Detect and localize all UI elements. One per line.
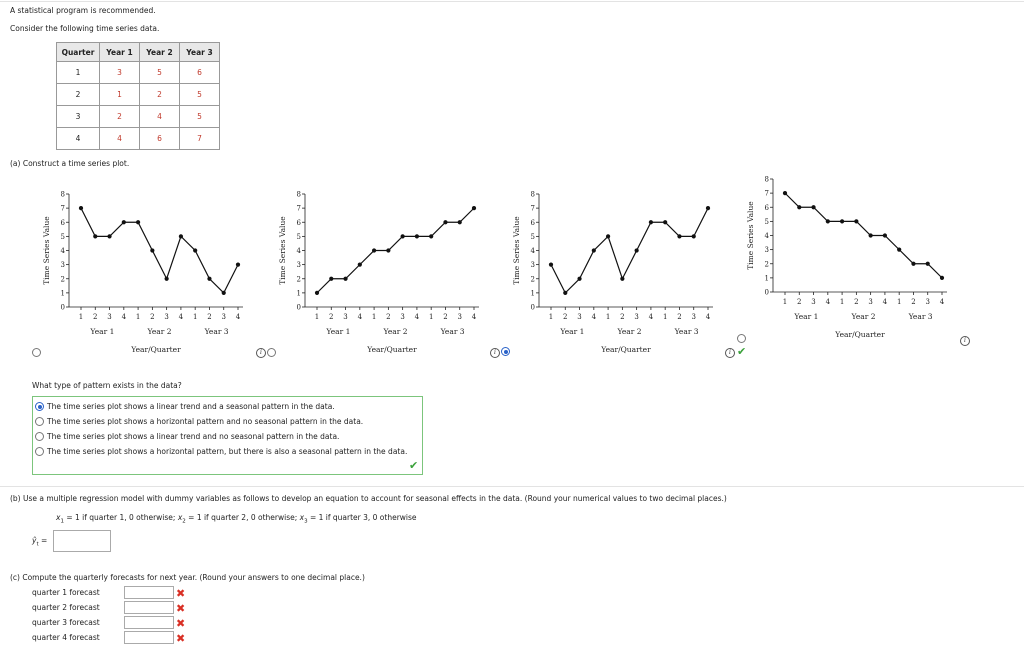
data-point bbox=[236, 263, 240, 267]
x-tick-label: 1 bbox=[314, 313, 320, 321]
time-series-plot-option-1 bbox=[40, 186, 250, 358]
data-point bbox=[179, 234, 183, 238]
wrong-x-icon: ✖ bbox=[176, 617, 186, 630]
data-point bbox=[854, 219, 858, 223]
year-label: Year 2 bbox=[617, 327, 642, 336]
data-point bbox=[79, 206, 83, 210]
wrong-x-icon: ✖ bbox=[176, 602, 186, 615]
data-point bbox=[606, 234, 610, 238]
data-point bbox=[635, 248, 639, 252]
part-a-prompt: (a) Construct a time series plot. bbox=[10, 159, 130, 168]
table-row bbox=[57, 106, 220, 128]
time-series-plot-option-2 bbox=[276, 186, 486, 358]
y-tick-label: 8 bbox=[296, 190, 301, 199]
y-tick-label: 6 bbox=[530, 218, 535, 227]
table-header: Year 3 bbox=[180, 43, 220, 62]
data-point bbox=[940, 276, 944, 280]
table-row bbox=[57, 62, 220, 84]
data-point bbox=[429, 234, 433, 238]
table-cell: 1 bbox=[57, 62, 100, 84]
x-tick-label: 2 bbox=[443, 313, 448, 321]
data-point bbox=[343, 277, 347, 281]
y-tick-label: 1 bbox=[764, 274, 769, 283]
year-label: Year 3 bbox=[908, 312, 933, 321]
table-cell: 4 bbox=[100, 128, 140, 150]
y-tick-label: 0 bbox=[60, 303, 65, 312]
y-tick-label: 4 bbox=[764, 232, 769, 240]
data-point bbox=[869, 233, 873, 237]
table-cell: 3 bbox=[100, 62, 140, 84]
top-divider bbox=[0, 1, 1024, 2]
x-tick-label: 2 bbox=[93, 313, 98, 321]
x-tick-label: 4 bbox=[825, 298, 831, 306]
pattern-option-label[interactable]: The time series plot shows a linear trend and a seasonal pattern in the data. bbox=[47, 402, 335, 411]
x-tick-label: 1 bbox=[192, 313, 198, 321]
y-axis-label: Time Series Value bbox=[278, 216, 287, 285]
x-axis-label: Year/Quarter bbox=[601, 345, 651, 354]
y-tick-label: 3 bbox=[530, 261, 535, 270]
series-line bbox=[317, 208, 474, 293]
plot-option-2-radio[interactable] bbox=[267, 348, 276, 357]
y-tick-label: 8 bbox=[530, 190, 535, 199]
pattern-option-label[interactable]: The time series plot shows a horizontal pattern and no seasonal pattern in the data. bbox=[47, 417, 364, 426]
x-tick-label: 2 bbox=[797, 298, 802, 306]
data-point bbox=[207, 277, 211, 281]
x-tick-label: 2 bbox=[207, 313, 212, 321]
data-point bbox=[222, 291, 226, 295]
data-point bbox=[549, 263, 553, 267]
x-tick-label: 4 bbox=[882, 298, 888, 306]
x-tick-label: 2 bbox=[620, 313, 625, 321]
x-tick-label: 3 bbox=[400, 313, 405, 321]
y-tick-label: 0 bbox=[530, 303, 535, 312]
y-axis-label: Time Series Value bbox=[512, 216, 521, 285]
data-point bbox=[358, 263, 362, 267]
table-cell: 2 bbox=[100, 106, 140, 128]
y-tick-label: 2 bbox=[60, 275, 65, 284]
data-point bbox=[122, 220, 126, 224]
data-point bbox=[329, 277, 333, 281]
y-tick-label: 1 bbox=[296, 289, 301, 298]
x-tick-label: 3 bbox=[107, 313, 112, 321]
y-tick-label: 2 bbox=[296, 275, 301, 284]
x-tick-label: 4 bbox=[591, 313, 597, 321]
data-point bbox=[472, 206, 476, 210]
pattern-option-label[interactable]: The time series plot shows a linear trend and no seasonal pattern in the data. bbox=[47, 432, 340, 441]
y-tick-label: 4 bbox=[60, 247, 65, 255]
part-b-prompt: (b) Use a multiple regression model with dummy variables as follows to develop an equation to account for seasonal effects in the data. (Round your numerical values to two decimal places.) bbox=[10, 494, 727, 503]
pattern-option-1-radio[interactable] bbox=[35, 402, 44, 411]
data-point bbox=[840, 219, 844, 223]
x-tick-label: 3 bbox=[634, 313, 639, 321]
year-label: Year 1 bbox=[560, 327, 585, 336]
forecast-label: quarter 3 forecast bbox=[32, 618, 100, 627]
forecast-label: quarter 4 forecast bbox=[32, 633, 100, 642]
correct-check-icon: ✔ bbox=[737, 345, 747, 358]
data-point bbox=[883, 233, 887, 237]
x-tick-label: 2 bbox=[329, 313, 334, 321]
y-tick-label: 5 bbox=[530, 232, 535, 241]
part-c-prompt: (c) Compute the quarterly forecasts for next year. (Round your answers to one decimal place.) bbox=[10, 573, 365, 582]
y-tick-label: 0 bbox=[764, 288, 769, 297]
quarter-3-forecast-input[interactable] bbox=[124, 616, 174, 629]
y-tick-label: 7 bbox=[530, 204, 535, 213]
x-tick-label: 1 bbox=[78, 313, 84, 321]
data-point bbox=[443, 220, 447, 224]
x-tick-label: 2 bbox=[854, 298, 859, 306]
table-cell: 6 bbox=[140, 128, 180, 150]
data-point bbox=[458, 220, 462, 224]
data-point bbox=[315, 291, 319, 295]
forecast-label: quarter 1 forecast bbox=[32, 588, 100, 597]
x-axis-label: Year/Quarter bbox=[131, 345, 181, 354]
x-tick-label: 4 bbox=[235, 313, 241, 321]
y-tick-label: 1 bbox=[530, 289, 535, 298]
x-tick-label: 1 bbox=[662, 313, 668, 321]
plot-option-1-radio[interactable] bbox=[32, 348, 41, 357]
year-label: Year 2 bbox=[147, 327, 172, 336]
data-point bbox=[401, 234, 405, 238]
y-tick-label: 8 bbox=[60, 190, 65, 199]
y-tick-label: 2 bbox=[764, 260, 769, 269]
data-point bbox=[663, 220, 667, 224]
series-line bbox=[551, 208, 708, 293]
y-tick-label: 8 bbox=[764, 175, 769, 184]
year-label: Year 1 bbox=[794, 312, 819, 321]
yhat-label: $ŷ_t$ = bbox=[32, 536, 48, 548]
y-tick-label: 1 bbox=[60, 289, 65, 298]
x-tick-label: 1 bbox=[782, 298, 788, 306]
x-tick-label: 3 bbox=[457, 313, 462, 321]
x-tick-label: 3 bbox=[221, 313, 226, 321]
pattern-option-3-radio[interactable] bbox=[35, 432, 44, 441]
table-cell: 5 bbox=[180, 84, 220, 106]
y-tick-label: 6 bbox=[60, 218, 65, 227]
y-tick-label: 0 bbox=[296, 303, 301, 312]
data-point bbox=[620, 277, 624, 281]
plot-option-3-radio[interactable] bbox=[501, 347, 510, 356]
x-tick-label: 4 bbox=[357, 313, 363, 321]
plot-option-4-radio[interactable] bbox=[737, 334, 746, 343]
y-tick-label: 3 bbox=[60, 261, 65, 270]
quarter-4-forecast-input[interactable] bbox=[124, 631, 174, 644]
dummy-definitions bbox=[56, 513, 417, 525]
year-label: Year 3 bbox=[440, 327, 465, 336]
data-point bbox=[826, 219, 830, 223]
y-tick-label: 5 bbox=[296, 232, 301, 241]
x-tick-label: 2 bbox=[677, 313, 682, 321]
y-tick-label: 7 bbox=[60, 204, 65, 213]
data-point bbox=[165, 277, 169, 281]
x-tick-label: 4 bbox=[178, 313, 184, 321]
pattern-option-4-radio[interactable] bbox=[35, 447, 44, 456]
table-cell: 5 bbox=[180, 106, 220, 128]
time-series-plot-option-4 bbox=[744, 171, 954, 343]
wrong-x-icon: ✖ bbox=[176, 587, 186, 600]
x-tick-label: 3 bbox=[164, 313, 169, 321]
dummy-x1: $x_1 = 1$ if quarter 1, 0 otherwise; bbox=[56, 513, 178, 525]
info-icon[interactable]: i bbox=[960, 336, 970, 346]
year-label: Year 1 bbox=[90, 327, 115, 336]
table-cell: 4 bbox=[57, 128, 100, 150]
quarter-2-forecast-input[interactable] bbox=[124, 601, 174, 614]
x-tick-label: 1 bbox=[896, 298, 902, 306]
info-icon[interactable]: i bbox=[490, 348, 500, 358]
y-tick-label: 7 bbox=[296, 204, 301, 213]
info-icon[interactable]: i bbox=[725, 348, 735, 358]
data-point bbox=[372, 248, 376, 252]
data-point bbox=[897, 248, 901, 252]
x-tick-label: 1 bbox=[135, 313, 141, 321]
y-tick-label: 4 bbox=[530, 247, 535, 255]
forecast-label: quarter 2 forecast bbox=[32, 603, 100, 612]
x-tick-label: 4 bbox=[705, 313, 711, 321]
section-divider bbox=[0, 486, 1024, 487]
data-point bbox=[677, 234, 681, 238]
year-label: Year 1 bbox=[326, 327, 351, 336]
y-tick-label: 5 bbox=[60, 232, 65, 241]
pattern-question: What type of pattern exists in the data? bbox=[32, 381, 182, 390]
data-point bbox=[386, 248, 390, 252]
table-cell: 3 bbox=[57, 106, 100, 128]
table-header: Year 1 bbox=[100, 43, 140, 62]
dummy-x3: $x_3 = 1$ if quarter 3, 0 otherwise bbox=[299, 513, 417, 525]
data-point bbox=[563, 291, 567, 295]
data-point bbox=[783, 191, 787, 195]
table-cell: 6 bbox=[180, 62, 220, 84]
info-icon[interactable]: i bbox=[256, 348, 266, 358]
data-point bbox=[797, 205, 801, 209]
x-tick-label: 4 bbox=[939, 298, 945, 306]
data-point bbox=[649, 220, 653, 224]
year-label: Year 2 bbox=[383, 327, 408, 336]
data-point bbox=[911, 262, 915, 266]
data-point bbox=[706, 206, 710, 210]
y-tick-label: 6 bbox=[296, 218, 301, 227]
year-label: Year 3 bbox=[674, 327, 699, 336]
table-row bbox=[57, 84, 220, 106]
x-tick-label: 3 bbox=[343, 313, 348, 321]
x-axis-label: Year/Quarter bbox=[835, 330, 885, 339]
x-tick-label: 1 bbox=[605, 313, 611, 321]
x-tick-label: 1 bbox=[548, 313, 554, 321]
x-tick-label: 3 bbox=[577, 313, 582, 321]
table-cell: 1 bbox=[100, 84, 140, 106]
pattern-option-2-radio[interactable] bbox=[35, 417, 44, 426]
y-tick-label: 2 bbox=[530, 275, 535, 284]
data-point bbox=[415, 234, 419, 238]
y-axis-label: Time Series Value bbox=[746, 201, 755, 270]
table-cell: 2 bbox=[57, 84, 100, 106]
table-header: Quarter bbox=[57, 43, 100, 62]
y-tick-label: 7 bbox=[764, 189, 769, 198]
x-tick-label: 1 bbox=[371, 313, 377, 321]
dummy-x2: $x_2 = 1$ if quarter 2, 0 otherwise; bbox=[177, 513, 300, 525]
pattern-option-label[interactable]: The time series plot shows a horizontal pattern, but there is also a seasonal pattern in the data. bbox=[47, 447, 408, 456]
x-tick-label: 2 bbox=[386, 313, 391, 321]
table-cell: 5 bbox=[140, 62, 180, 84]
x-tick-label: 3 bbox=[691, 313, 696, 321]
x-tick-label: 2 bbox=[150, 313, 155, 321]
table-cell: 4 bbox=[140, 106, 180, 128]
year-label: Year 3 bbox=[204, 327, 229, 336]
intro-text: A statistical program is recommended. bbox=[10, 6, 156, 15]
data-point bbox=[926, 262, 930, 266]
data-point bbox=[136, 220, 140, 224]
time-series-plot-option-3 bbox=[510, 186, 720, 358]
regression-equation-input[interactable] bbox=[53, 530, 111, 552]
x-tick-label: 1 bbox=[428, 313, 434, 321]
data-point bbox=[93, 234, 97, 238]
data-point bbox=[577, 277, 581, 281]
data-point bbox=[592, 248, 596, 252]
y-tick-label: 3 bbox=[296, 261, 301, 270]
y-axis-label: Time Series Value bbox=[42, 216, 51, 285]
data-point bbox=[107, 234, 111, 238]
data-point bbox=[150, 248, 154, 252]
y-tick-label: 6 bbox=[764, 203, 769, 212]
x-tick-label: 2 bbox=[911, 298, 916, 306]
x-tick-label: 3 bbox=[925, 298, 930, 306]
year-label: Year 2 bbox=[851, 312, 876, 321]
table-header: Year 2 bbox=[140, 43, 180, 62]
data-point bbox=[692, 234, 696, 238]
table-cell: 2 bbox=[140, 84, 180, 106]
x-tick-label: 4 bbox=[121, 313, 127, 321]
table-cell: 7 bbox=[180, 128, 220, 150]
quarter-1-forecast-input[interactable] bbox=[124, 586, 174, 599]
data-point bbox=[193, 248, 197, 252]
x-tick-label: 1 bbox=[839, 298, 845, 306]
table-header-row bbox=[57, 43, 220, 62]
x-tick-label: 3 bbox=[811, 298, 816, 306]
wrong-x-icon: ✖ bbox=[176, 632, 186, 645]
correct-check-icon: ✔ bbox=[409, 459, 419, 472]
x-axis-label: Year/Quarter bbox=[367, 345, 417, 354]
series-line bbox=[81, 208, 238, 293]
time-series-table bbox=[56, 42, 220, 150]
x-tick-label: 3 bbox=[868, 298, 873, 306]
consider-text: Consider the following time series data. bbox=[10, 24, 160, 33]
y-tick-label: 3 bbox=[764, 246, 769, 255]
series-line bbox=[785, 193, 942, 278]
x-tick-label: 2 bbox=[563, 313, 568, 321]
table-row bbox=[57, 128, 220, 150]
data-point bbox=[811, 205, 815, 209]
x-tick-label: 4 bbox=[414, 313, 420, 321]
x-tick-label: 4 bbox=[648, 313, 654, 321]
y-tick-label: 5 bbox=[764, 217, 769, 226]
y-tick-label: 4 bbox=[296, 247, 301, 255]
x-tick-label: 4 bbox=[471, 313, 477, 321]
